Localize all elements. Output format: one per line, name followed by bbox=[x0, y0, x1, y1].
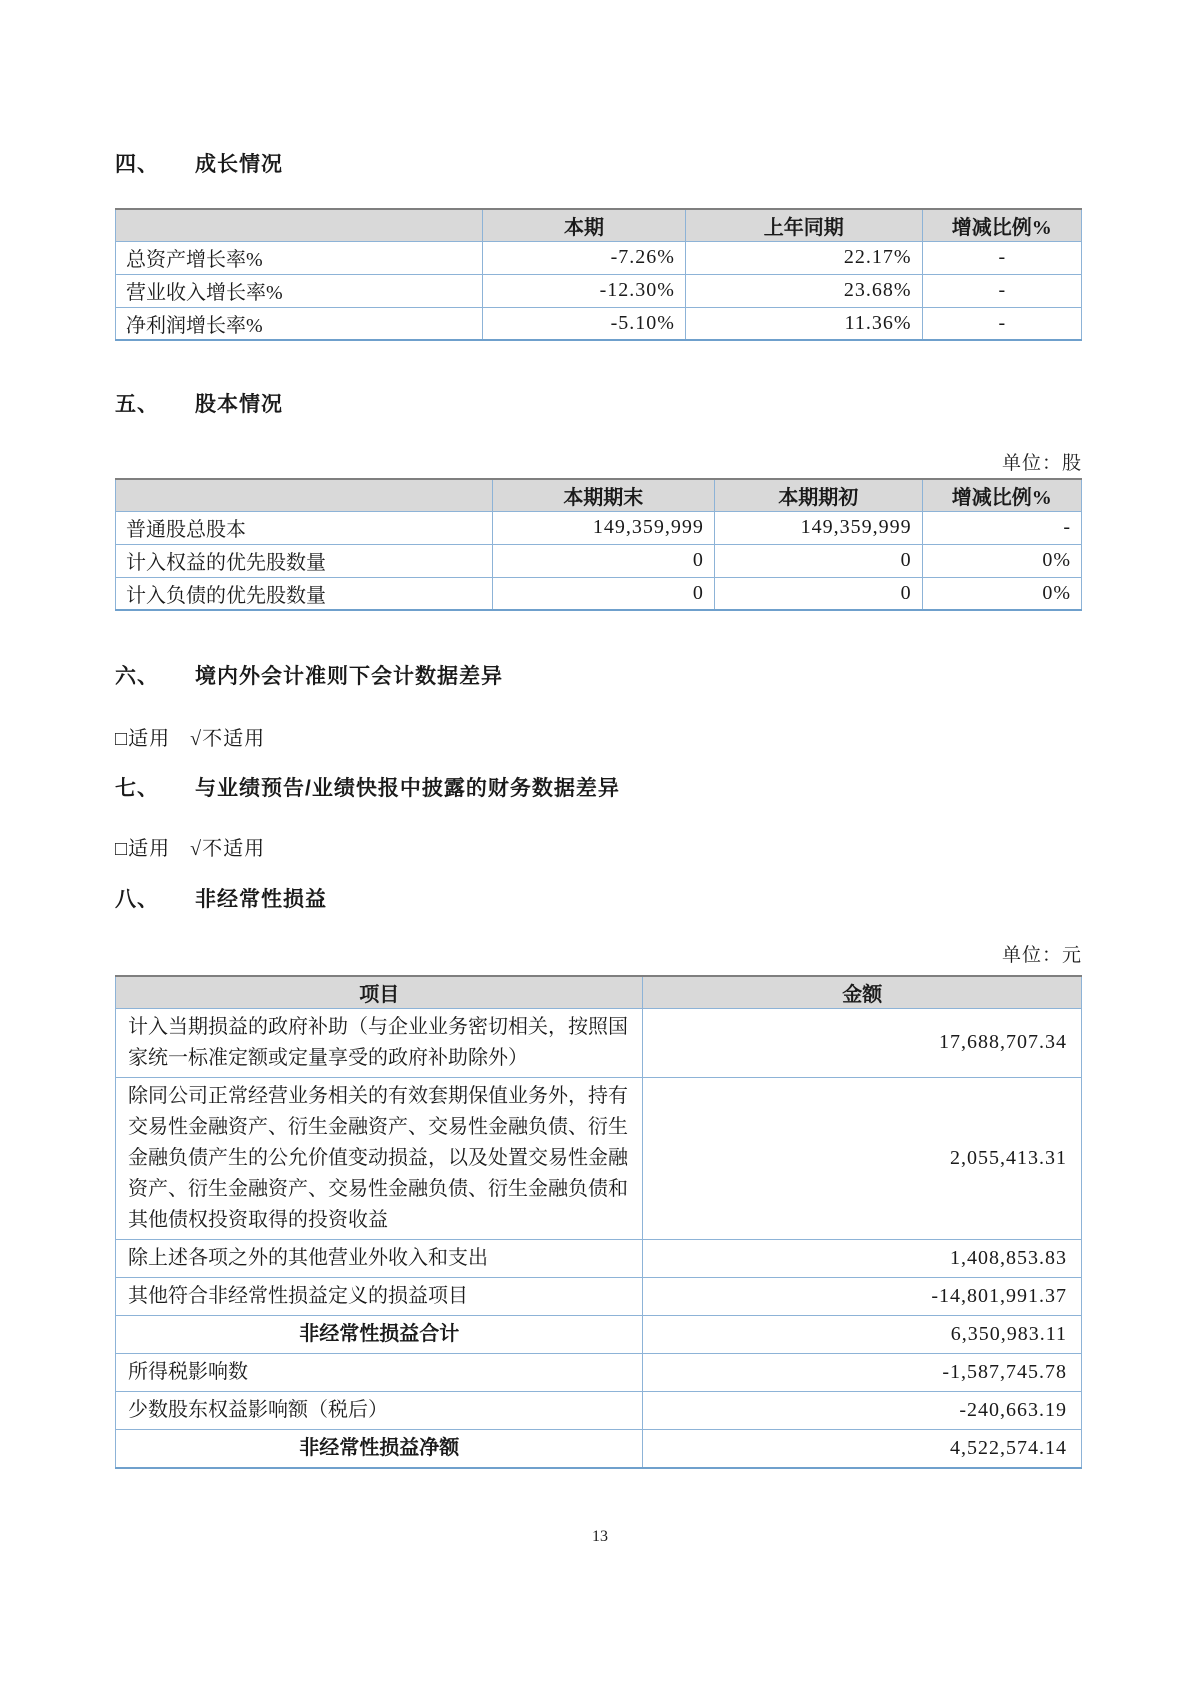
table-row bbox=[116, 307, 1082, 340]
amount-value: 17,688,707.34 bbox=[643, 1008, 1082, 1077]
amount-value: 2,055,413.31 bbox=[643, 1077, 1082, 1239]
growth-header-current: 本期 bbox=[483, 209, 686, 241]
growth-header-prior: 上年同期 bbox=[685, 209, 922, 241]
change-value: 0% bbox=[922, 577, 1081, 610]
checkbox-not-applicable: √不适用 bbox=[190, 838, 266, 860]
growth-header-change: 增减比例% bbox=[922, 209, 1081, 241]
net-total-amount: 4,522,574.14 bbox=[643, 1429, 1082, 1468]
item-label: 其他符合非经常性损益定义的损益项目 bbox=[116, 1277, 643, 1315]
share-capital-table bbox=[115, 478, 1082, 611]
row-label: 普通股总股本 bbox=[116, 511, 493, 544]
net-total-label: 非经常性损益净额 bbox=[116, 1429, 643, 1468]
change-value: - bbox=[922, 307, 1081, 340]
current-value: -7.26% bbox=[483, 241, 686, 274]
table-row bbox=[116, 1277, 1082, 1315]
change-value: - bbox=[922, 511, 1081, 544]
section-heading-growth bbox=[115, 148, 1082, 178]
section-title: 股本情况 bbox=[195, 393, 283, 416]
period-end-value: 0 bbox=[492, 544, 714, 577]
capital-header-begin: 本期期初 bbox=[714, 479, 922, 511]
capital-header-row bbox=[116, 479, 1082, 511]
total-label: 非经常性损益合计 bbox=[116, 1315, 643, 1353]
item-label: 所得税影响数 bbox=[116, 1353, 643, 1391]
nonrec-header-item: 项目 bbox=[116, 976, 643, 1008]
change-value: 0% bbox=[922, 544, 1081, 577]
item-label: 除同公司正常经营业务相关的有效套期保值业务外，持有交易性金融资产、衍生金融资产、交易性金融负债、衍生金融负债产生的公允价值变动损益，以及处置交易性金融资产、衍生金融资产、交易性金融负债、衍生金融负债和其他债权投资取得的投资收益 bbox=[116, 1077, 643, 1239]
table-row bbox=[116, 1391, 1082, 1429]
prior-value: 22.17% bbox=[685, 241, 922, 274]
table-row bbox=[116, 1008, 1082, 1077]
nonrecurring-table bbox=[115, 975, 1082, 1469]
table-row bbox=[116, 241, 1082, 274]
table-row-net-total bbox=[116, 1429, 1082, 1468]
applicability-line bbox=[115, 832, 1082, 861]
growth-header-row bbox=[116, 209, 1082, 241]
amount-value: -14,801,991.37 bbox=[643, 1277, 1082, 1315]
period-begin-value: 149,359,999 bbox=[714, 511, 922, 544]
amount-value: -1,587,745.78 bbox=[643, 1353, 1082, 1391]
item-label: 少数股东权益影响额（税后） bbox=[116, 1391, 643, 1429]
total-amount: 6,350,983.11 bbox=[643, 1315, 1082, 1353]
section-number: 四、 bbox=[115, 153, 159, 176]
section-heading-forecast bbox=[115, 772, 1082, 802]
applicability-line bbox=[115, 722, 1082, 751]
unit-label-yuan: 单位：元 bbox=[1001, 945, 1082, 966]
nonrec-header-row bbox=[116, 976, 1082, 1008]
section-title: 成长情况 bbox=[195, 153, 283, 176]
section-title: 境内外会计准则下会计数据差异 bbox=[195, 665, 503, 688]
table-row bbox=[116, 274, 1082, 307]
section-title: 与业绩预告/业绩快报中披露的财务数据差异 bbox=[195, 777, 620, 800]
item-label: 计入当期损益的政府补助（与企业业务密切相关，按照国家统一标准定额或定量享受的政府补助除外） bbox=[116, 1008, 643, 1077]
page-number: 13 bbox=[592, 1528, 608, 1545]
table-row bbox=[116, 1077, 1082, 1239]
growth-table bbox=[115, 208, 1082, 341]
row-label: 计入负债的优先股数量 bbox=[116, 577, 493, 610]
section-title: 非经常性损益 bbox=[195, 888, 327, 911]
period-begin-value: 0 bbox=[714, 544, 922, 577]
table-row bbox=[116, 1353, 1082, 1391]
prior-value: 23.68% bbox=[685, 274, 922, 307]
section-heading-standards bbox=[115, 660, 1082, 690]
period-end-value: 149,359,999 bbox=[492, 511, 714, 544]
section-heading-nonrecurring bbox=[115, 883, 1082, 913]
table-row bbox=[116, 577, 1082, 610]
amount-value: -240,663.19 bbox=[643, 1391, 1082, 1429]
row-label: 计入权益的优先股数量 bbox=[116, 544, 493, 577]
growth-header-blank bbox=[116, 209, 483, 241]
nonrec-header-amount: 金额 bbox=[643, 976, 1082, 1008]
row-label: 总资产增长率% bbox=[116, 241, 483, 274]
unit-label-shares: 单位：股 bbox=[1001, 453, 1082, 474]
checkbox-applicable: □适用 bbox=[115, 838, 171, 860]
current-value: -12.30% bbox=[483, 274, 686, 307]
period-end-value: 0 bbox=[492, 577, 714, 610]
row-label: 净利润增长率% bbox=[116, 307, 483, 340]
item-label: 除上述各项之外的其他营业外收入和支出 bbox=[116, 1239, 643, 1277]
section-number: 六、 bbox=[115, 665, 159, 688]
section-number: 八、 bbox=[115, 888, 159, 911]
checkbox-not-applicable: √不适用 bbox=[190, 728, 266, 750]
current-value: -5.10% bbox=[483, 307, 686, 340]
period-begin-value: 0 bbox=[714, 577, 922, 610]
section-number: 七、 bbox=[115, 777, 159, 800]
table-row bbox=[116, 1239, 1082, 1277]
checkbox-applicable: □适用 bbox=[115, 728, 171, 750]
change-value: - bbox=[922, 274, 1081, 307]
row-label: 营业收入增长率% bbox=[116, 274, 483, 307]
capital-header-blank bbox=[116, 479, 493, 511]
section-heading-capital bbox=[115, 388, 1082, 418]
section-number: 五、 bbox=[115, 393, 159, 416]
prior-value: 11.36% bbox=[685, 307, 922, 340]
table-row bbox=[116, 511, 1082, 544]
capital-header-end: 本期期末 bbox=[492, 479, 714, 511]
table-row-total bbox=[116, 1315, 1082, 1353]
table-row bbox=[116, 544, 1082, 577]
change-value: - bbox=[922, 241, 1081, 274]
capital-header-change: 增减比例% bbox=[922, 479, 1081, 511]
amount-value: 1,408,853.83 bbox=[643, 1239, 1082, 1277]
